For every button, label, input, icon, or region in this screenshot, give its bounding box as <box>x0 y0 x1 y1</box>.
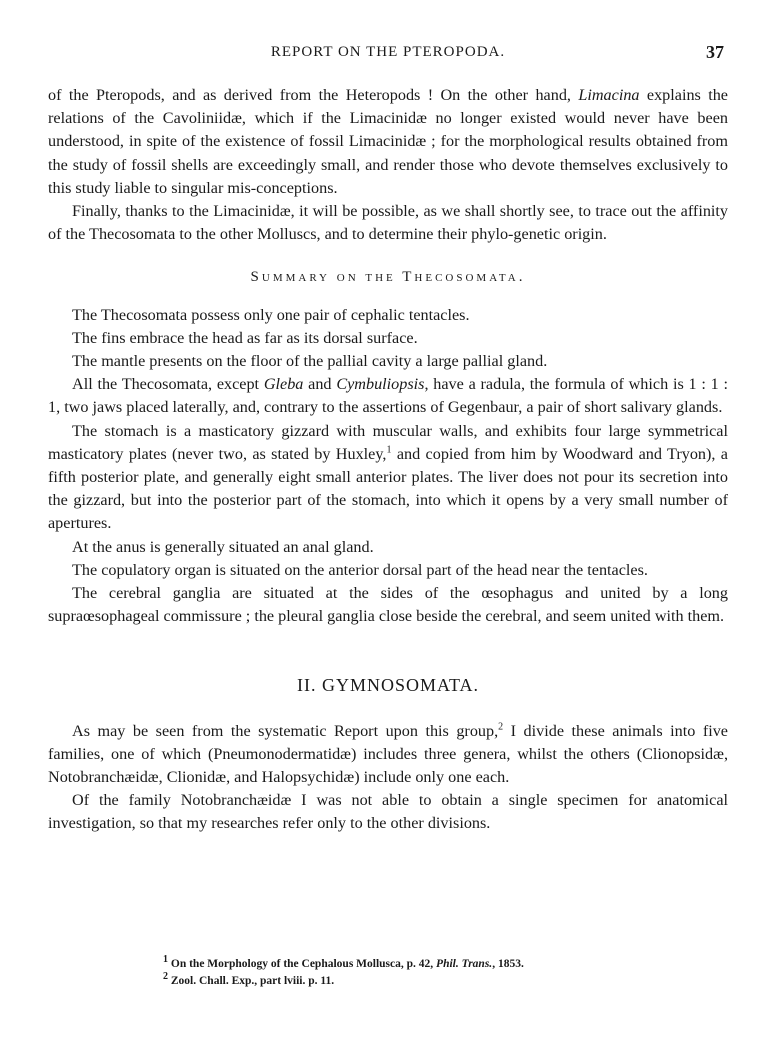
summary-item-stomach: The stomach is a masticatory gizzard with muscular walls, and exhibits four large symmetrical masticatory plates (never two, as stated by Huxley,$^1$ and copied from him by Woodward and Tryon), a fifth posterior plate, and generally eight small anterior plates. The liver does not pour its secretion into the gizzard, but into the posterior part of the stomach, into which it opens by a very small number of apertures. <box>48 421 728 533</box>
paragraph-families: As may be seen from the systematic Report upon this group,$^2$ I divide these animals into five families, one of which (Pneumonodermatidæ) includes three genera, whilst the others (Clionopsidæ, Notobranchæidæ, Clionidæ, and Halopsychidæ) include only one each. <box>48 721 728 787</box>
running-header <box>0 44 776 64</box>
footnote-2: $^2$ Zool. Chall. Exp., part lviii. p. 11. <box>163 971 335 987</box>
summary-item-fins: The fins embrace the head as far as its dorsal surface. <box>72 328 418 347</box>
summary-item-copulatory: The copulatory organ is situated on the anterior dorsal part of the head near the tentacles. <box>72 560 648 579</box>
page-number: 37 <box>706 42 724 62</box>
footnote-ref-2: 2 <box>498 721 504 733</box>
footnote-ref-1: 1 <box>386 444 392 456</box>
paragraph-notobranchaeidae: Of the family Notobranchæidæ I was not able to obtain a single specimen for anatomical investigation, so that my researches refer only to the other divisions. <box>48 791 728 833</box>
footnote-1: $^1$ On the Morphology of the Cephalous Mollusca, p. 42, Phil. Trans., 1853. <box>163 954 524 970</box>
summary-heading: Summary on the Thecosomata. <box>250 269 526 286</box>
summary-item-anus: At the anus is generally situated an anal gland. <box>72 537 374 556</box>
paragraph-continuation: of the Pteropods, and as derived from the Heteropods ! On the other hand, Limacina explains the relations of the Cavoliniidæ, which if the Limacinidæ no longer existed would never have been understood, in spite of the existence of fossil Limacinidæ ; for the morphological results obtained from the study of fossil shells are exceedingly small, and render those who devote themselves exclusively to this study liable to singular mis-conceptions. <box>48 86 728 197</box>
summary-item-radula: All the Thecosomata, except Gleba and Cymbuliopsis, have a radula, the formula of which is 1 : 1 : 1, two jaws placed laterally, and, contrary to the assertions of Gegenbaur, a pair of short salivary glands. <box>48 375 728 417</box>
section-heading-gymnosomata: II. GYMNOSOMATA. <box>296 675 480 696</box>
main-text <box>48 84 728 836</box>
summary-item-tentacles: The Thecosomata possess only one pair of cephalic tentacles. <box>72 305 470 324</box>
summary-item-mantle: The mantle presents on the floor of the pallial cavity a large pallial gland. <box>72 352 548 371</box>
paragraph-finally: Finally, thanks to the Limacinidæ, it will be possible, as we shall shortly see, to trace out the affinity of the Thecosomata to the other Molluscs, and to determine their phylo-genetic origin. <box>48 202 728 244</box>
summary-item-ganglia: The cerebral ganglia are situated at the sides of the œsophagus and united by a long supraœsophageal commissure ; the pleural ganglia close beside the cerebral, and seem united with them. <box>48 584 728 626</box>
footnotes <box>163 956 723 990</box>
running-title: REPORT ON THE PTEROPODA. <box>270 44 506 60</box>
